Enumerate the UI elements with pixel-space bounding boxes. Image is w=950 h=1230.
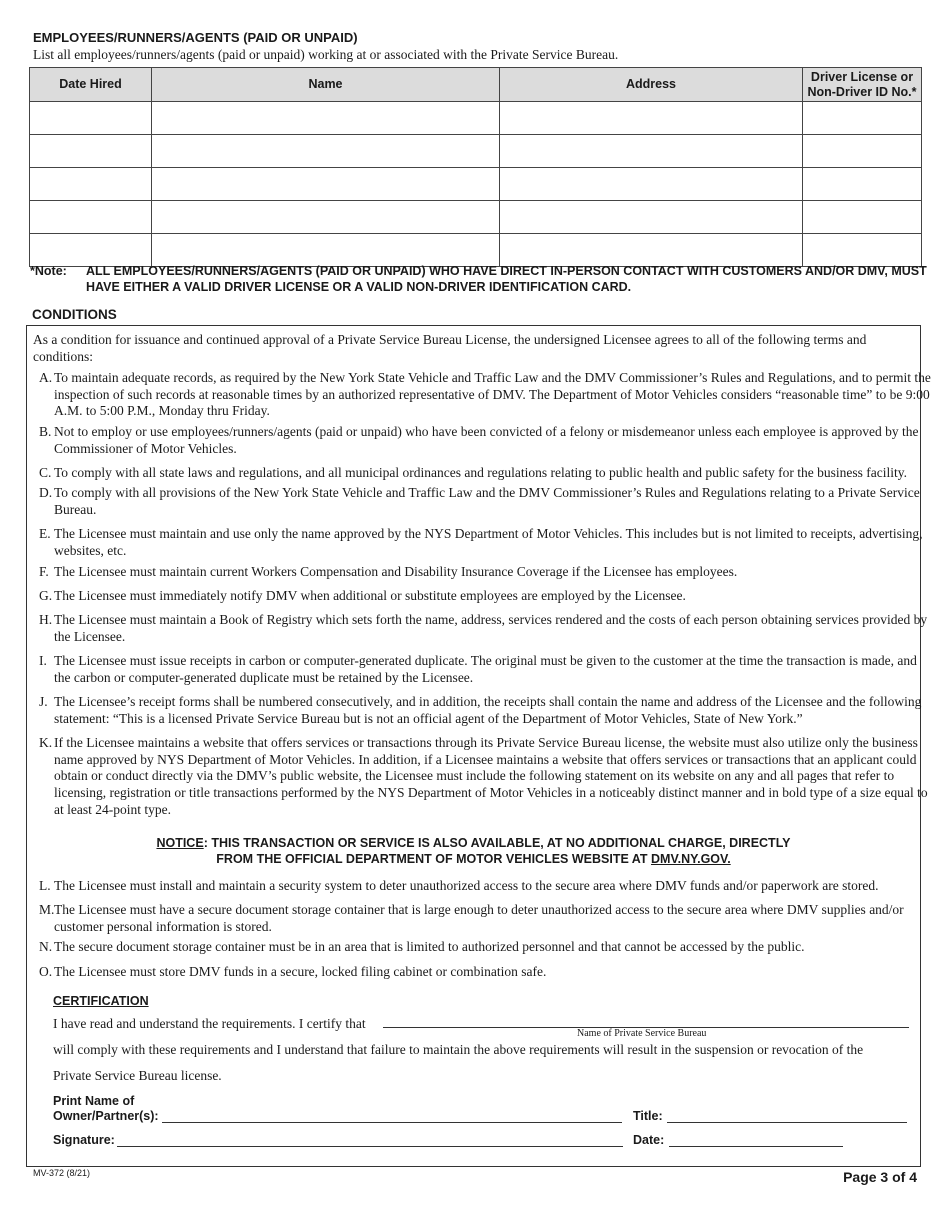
license-id-input[interactable] [803,102,922,135]
condition-item-i [39,653,932,686]
condition-letter: N. [39,939,53,954]
owner-name-field[interactable] [162,1122,622,1123]
date-hired-input[interactable] [30,102,152,135]
employees-table [29,67,922,267]
table-row [30,201,922,234]
condition-item-g [39,588,932,605]
license-id-input[interactable] [803,234,922,267]
notice-line-2-text: FROM THE OFFICIAL DEPARTMENT OF MOTOR VEHICLES WEBSITE AT [216,852,652,866]
date-label: Date: [633,1133,665,1147]
col-date-hired: Date Hired [30,68,152,102]
condition-item-m [39,902,932,935]
condition-letter: G. [39,588,53,603]
condition-text: To maintain adequate records, as required by the New York State Vehicle and Traffic Law and the DMV Commissioner’s Rules and Regulations, and to permit the inspection of such records at reasonable times by an authorized representative of DMV. The Department of Motor Vehicles considers “reasonable time” to be 9:00 A.M. to 5:00 P.M., Monday thru Friday. [54,370,931,419]
condition-item-c [39,465,932,482]
title-label: Title: [633,1109,663,1123]
condition-text: The Licensee must store DMV funds in a secure, locked filing cabinet or combination safe. [54,964,547,979]
condition-letter: F. [39,564,49,579]
condition-letter: O. [39,964,53,979]
condition-item-h [39,612,932,645]
signature-field[interactable] [117,1146,623,1147]
employees-section-title: EMPLOYEES/RUNNERS/AGENTS (PAID OR UNPAID) [33,30,358,45]
notice-line-2 [27,851,920,867]
conditions-title: CONDITIONS [32,307,117,322]
license-id-input[interactable] [803,168,922,201]
condition-letter: C. [39,465,52,480]
address-input[interactable] [500,168,803,201]
condition-item-d [39,485,932,518]
condition-letter: D. [39,485,53,500]
condition-letter: J. [39,694,48,709]
col-address: Address [500,68,803,102]
table-row [30,234,922,267]
condition-text: If the Licensee maintains a website that offers services or transactions through its Private Service Bureau license, the website must also utilize only the business name approved by NYS Department of Motor Vehicles. In addition, if a Licensee maintains a website that offers services or transactions that an applicant could obtain or conduct directly via the DMV’s public website, the Licensee must include the following statement on its website on any and all pages that refer to licensing, registration or title transactions performed by the NYS Department of Motor Vehicles in a noticeably distinct manner and in bold type of a size equal to at least 24-point type. [54,735,928,817]
title-field[interactable] [667,1122,907,1123]
col-license-id: Driver License or Non-Driver ID No.* [803,68,922,102]
table-row [30,102,922,135]
date-hired-input[interactable] [30,168,152,201]
condition-letter: L. [39,878,51,893]
condition-item-b [39,424,932,457]
condition-text: The Licensee must maintain a Book of Registry which sets forth the name, address, services rendered and the costs of each person obtaining services provided by the Licensee. [54,612,928,644]
address-input[interactable] [500,201,803,234]
condition-item-l [39,878,932,895]
condition-item-a [39,370,932,420]
condition-text: The Licensee must maintain current Workers Compensation and Disability Insurance Coverage if the Licensee has employees. [54,564,738,579]
license-id-input[interactable] [803,201,922,234]
conditions-intro: As a condition for issuance and continued approval of a Private Service Bureau License, the undersigned Licensee agrees to all of the following terms and conditions: [33,332,867,364]
print-name-label-line-1: Print Name of [53,1094,135,1108]
bureau-name-caption: Name of Private Service Bureau [577,1028,707,1039]
table-row [30,135,922,168]
condition-text: To comply with all state laws and regulations, and all municipal ordinances and regulations relating to public health and public safety for the business facility. [54,465,907,480]
notice-block [27,835,920,867]
notice-label: NOTICE [156,836,204,850]
condition-item-j [39,694,932,727]
condition-item-f [39,564,932,581]
certification-title: CERTIFICATION [53,994,149,1008]
condition-letter: E. [39,526,51,541]
note-text: ALL EMPLOYEES/RUNNERS/AGENTS (PAID OR UNPAID) WHO HAVE DIRECT IN-PERSON CONTACT WITH CUSTOMERS AND/OR DMV, MUST HAVE EITHER A VALID DRIVER LICENSE OR A VALID NON-DRIVER IDENTIFICATION CARD. [86,264,927,294]
col-name: Name [152,68,500,102]
condition-letter: K. [39,735,53,750]
employees-instruction: List all employees/runners/agents (paid or unpaid) working at or associated with the Private Service Bureau. [33,47,619,62]
certification-line-3: Private Service Bureau license. [53,1068,222,1083]
certification-line-1: I have read and understand the requirements. I certify that [53,1016,366,1031]
condition-item-k [39,735,932,819]
name-input[interactable] [152,168,500,201]
page-number: Page 3 of 4 [843,1169,917,1185]
name-input[interactable] [152,135,500,168]
condition-text: The Licensee must install and maintain a security system to deter unauthorized access to the secure area where DMV funds and/or paperwork are stored. [54,878,879,893]
employees-table-header [30,68,922,102]
dmv-website-link[interactable]: DMV.NY.GOV. [651,852,731,866]
condition-letter: A. [39,370,53,385]
condition-letter: M. [39,902,55,917]
notice-line-1-text: : THIS TRANSACTION OR SERVICE IS ALSO AVAILABLE, AT NO ADDITIONAL CHARGE, DIRECTLY [203,836,791,850]
condition-item-n [39,939,932,956]
signature-label: Signature: [53,1133,115,1147]
condition-text: The Licensee’s receipt forms shall be numbered consecutively, and in addition, the receipts shall contain the name and address of the Licensee and the following statement: “This is a licensed Private Service Bureau but is not an official agent of the Department of Motor Vehicles, State of New York.” [54,694,922,726]
address-input[interactable] [500,135,803,168]
note-label: *Note: [30,264,67,278]
condition-text: The Licensee must maintain and use only the name approved by the NYS Department of Motor Vehicles. This includes but is not limited to receipts, advertising, websites, etc. [54,526,923,558]
date-field[interactable] [669,1146,843,1147]
license-id-input[interactable] [803,135,922,168]
table-row [30,168,922,201]
print-name-label-line-2: Owner/Partner(s): [53,1109,159,1123]
print-name-label [53,1094,159,1124]
condition-item-o [39,964,932,981]
condition-letter: I. [39,653,47,668]
condition-item-e [39,526,932,559]
condition-text: The Licensee must have a secure document storage container that is large enough to deter unauthorized access to the secure area where DMV supplies and/or customer personal information is stored. [54,902,904,934]
condition-text: The Licensee must issue receipts in carbon or computer-generated duplicate. The original must be given to the customer at the time the transaction is made, and the carbon or computer-generated duplicate must be retained by the Licensee. [54,653,917,685]
name-input[interactable] [152,102,500,135]
form-number: MV-372 (8/21) [33,1168,91,1178]
address-input[interactable] [500,102,803,135]
condition-letter: B. [39,424,52,439]
notice-line-1 [27,835,920,851]
date-hired-input[interactable] [30,201,152,234]
condition-text: The secure document storage container must be in an area that is limited to authorized personnel and that cannot be accessed by the public. [54,939,805,954]
condition-letter: H. [39,612,53,627]
name-input[interactable] [152,234,500,267]
condition-text: The Licensee must immediately notify DMV when additional or substitute employees are employed by the Licensee. [54,588,686,603]
certification-line-2: will comply with these requirements and I understand that failure to maintain the above requirements will result in the suspension or revocation of the [53,1042,864,1057]
date-hired-input[interactable] [30,234,152,267]
name-input[interactable] [152,201,500,234]
address-input[interactable] [500,234,803,267]
conditions-box [26,325,931,1167]
condition-text: To comply with all provisions of the New York State Vehicle and Traffic Law and the DMV Commissioner’s Rules and Regulations relating to a Private Service Bureau. [54,485,920,517]
condition-text: Not to employ or use employees/runners/agents (paid or unpaid) who have been convicted of a felony or misdemeanor unless each employee is approved by the Commissioner of Motor Vehicles. [54,424,919,456]
date-hired-input[interactable] [30,135,152,168]
